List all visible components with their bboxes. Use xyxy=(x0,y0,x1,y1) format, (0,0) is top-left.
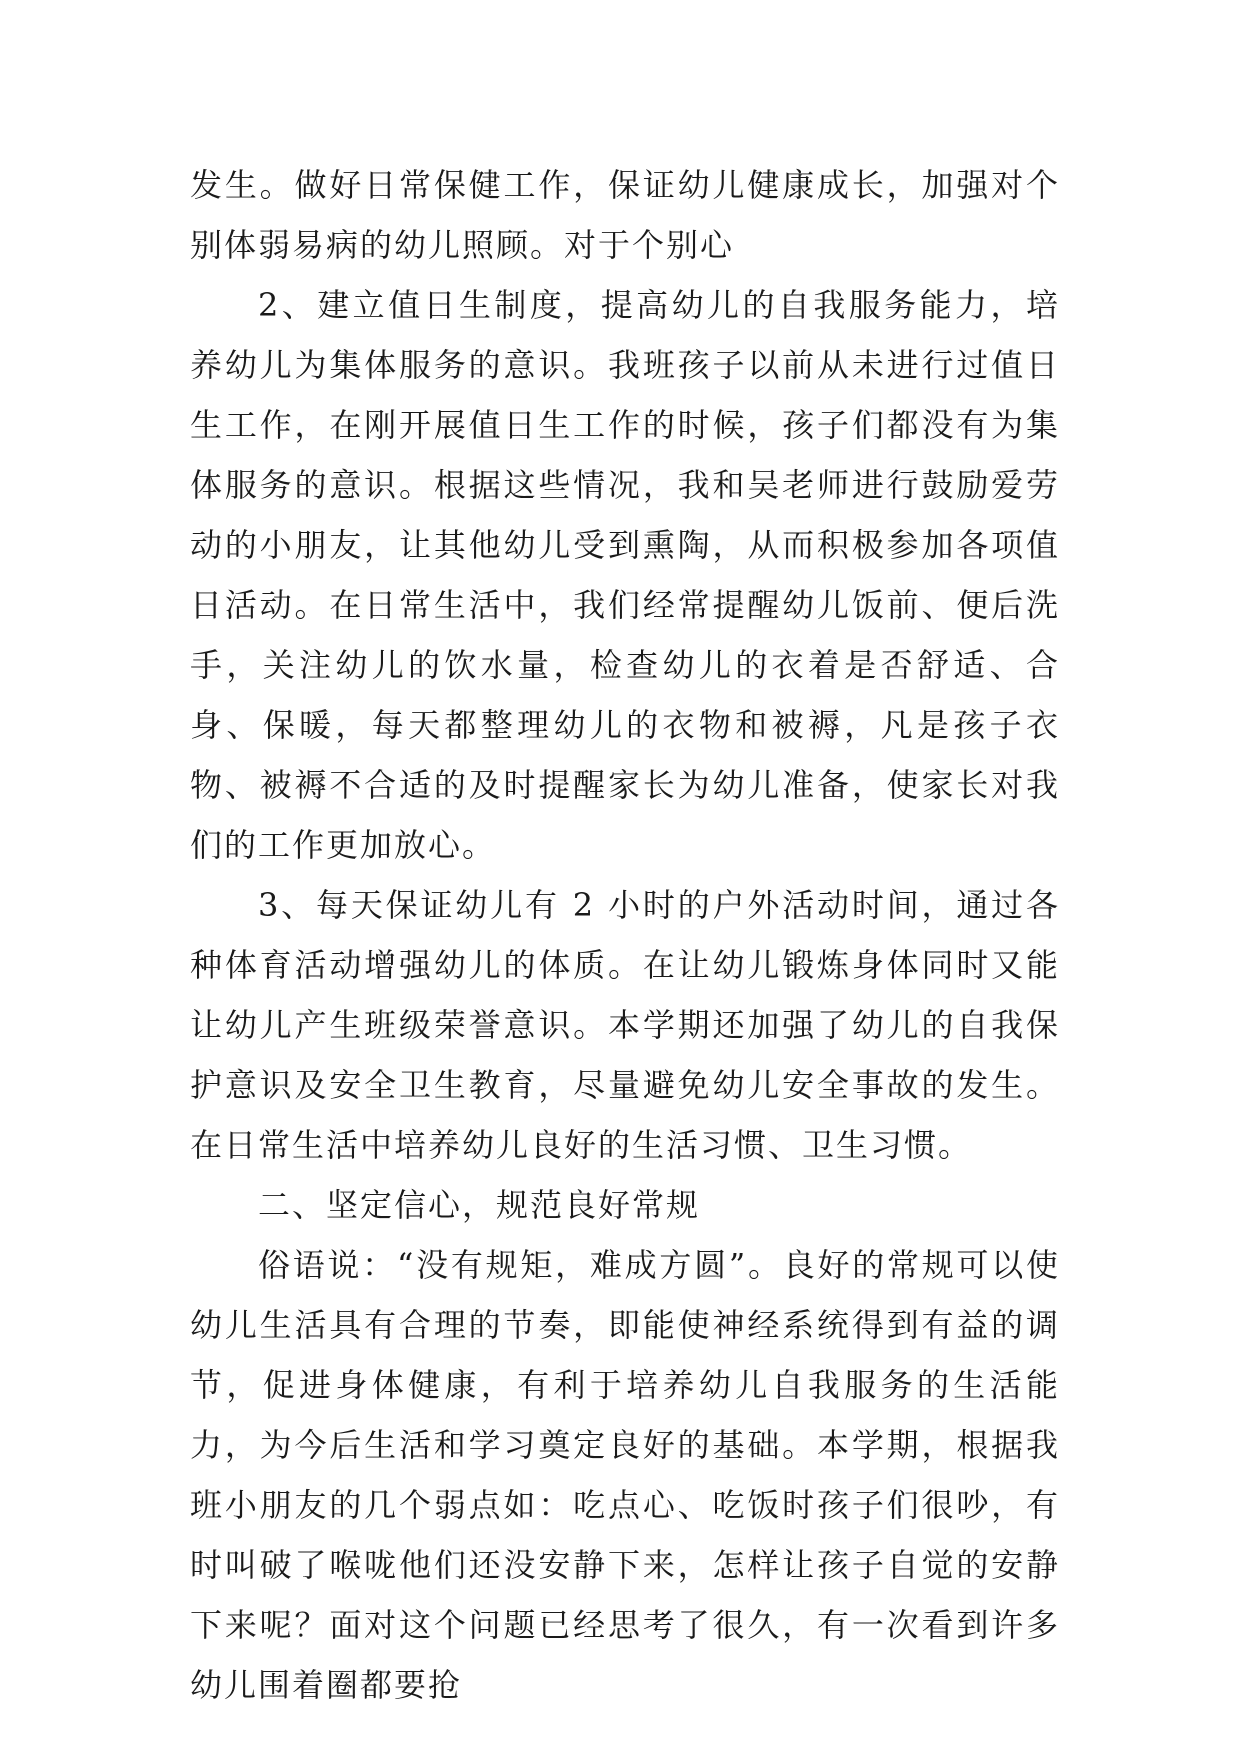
paragraph-3: 3、每天保证幼儿有 2 小时的户外活动时间，通过各种体育活动增强幼儿的体质。在让幼儿锻炼身体同时又能让幼儿产生班级荣誉意识。本学期还加强了幼儿的自我保护意识及安全卫生教育，尽量避免幼儿安全事故的发生。在日常生活中培养幼儿良好的生活习惯、卫生习惯。 xyxy=(190,886,1060,1164)
paragraph-1: 发生。做好日常保健工作，保证幼儿健康成长，加强对个别体弱易病的幼儿照顾。对于个别心 xyxy=(190,166,1060,264)
section-heading: 二、坚定信心，规范良好常规 xyxy=(258,1186,701,1224)
paragraph-4: 俗语说：“没有规矩，难成方圆”。良好的常规可以使幼儿生活具有合理的节奏，即能使神经系统得到有益的调节，促进身体健康，有利于培养幼儿自我服务的生活能力，为今后生活和学习奠定良好的基础。本学期，根据我班小朋友的几个弱点如：吃点心、吃饭时孩子们很吵，有时叫破了喉咙他们还没安静下来，怎样让孩子自觉的安静下来呢？面对这个问题已经思考了很久，有一次看到许多幼儿围着圈都要抢 xyxy=(190,1246,1060,1704)
document-body xyxy=(190,155,1060,1715)
paragraph-2: 2、建立值日生制度，提高幼儿的自我服务能力，培养幼儿为集体服务的意识。我班孩子以前从未进行过值日生工作，在刚开展值日生工作的时候，孩子们都没有为集体服务的意识。根据这些情况，我和吴老师进行鼓励爱劳动的小朋友，让其他幼儿受到熏陶，从而积极参加各项值日活动。在日常生活中，我们经常提醒幼儿饭前、便后洗手，关注幼儿的饮水量，检查幼儿的衣着是否舒适、合身、保暖，每天都整理幼儿的衣物和被褥，凡是孩子衣物、被褥不合适的及时提醒家长为幼儿准备，使家长对我们的工作更加放心。 xyxy=(190,286,1060,864)
